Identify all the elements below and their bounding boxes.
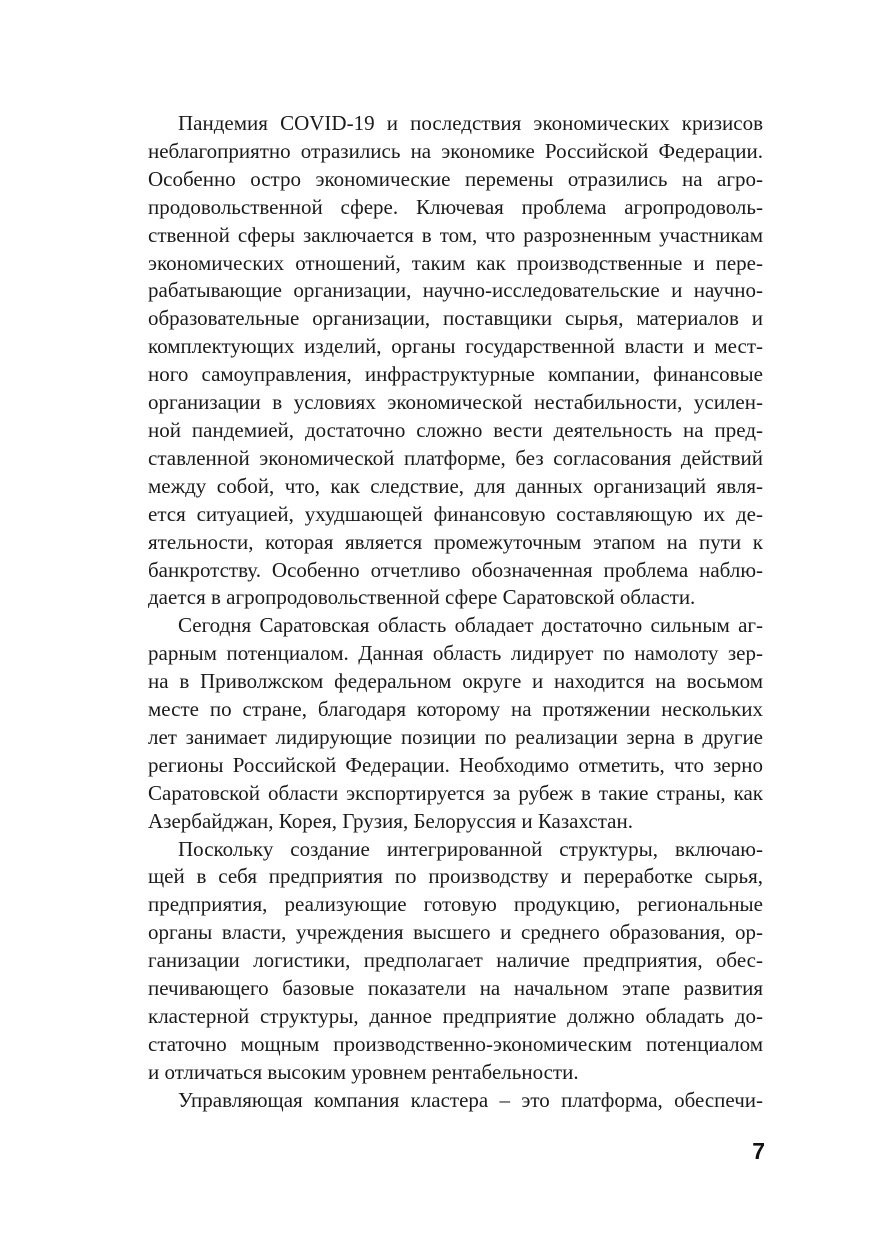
paragraph-3 (118, 836, 763, 1087)
body-text (118, 110, 763, 1115)
text-line: статочно мощным производственно-экономическим потенциалом (148, 1031, 763, 1056)
text-line: ной пандемией, достаточно сложно вести деятельность на пред- (148, 417, 763, 442)
text-line: Саратовской области экспортируется за рубеж в такие страны, как (148, 780, 763, 805)
text-line: Особенно остро экономические перемены отразились на агро- (148, 166, 763, 191)
text-line: Поскольку создание интегрированной структуры, включаю- (178, 836, 763, 861)
text-line: ганизации логистики, предполагает наличие предприятия, обес- (148, 948, 763, 973)
text-line: ного самоуправления, инфраструктурные компании, финансовые (148, 362, 763, 387)
text-line: лет занимает лидирующие позиции по реализации зерна в другие (148, 724, 763, 749)
text-line: органы власти, учреждения высшего и среднего образования, ор- (148, 920, 763, 945)
text-line: ятельности, которая является промежуточным этапом на пути к (148, 529, 763, 554)
text-line: ставленной экономической платформе, без согласования действий (148, 445, 763, 470)
text-line: Сегодня Саратовская область обладает достаточно сильным аг- (178, 613, 763, 638)
text-line: экономических отношений, таким как производственные и пере- (148, 250, 763, 275)
text-line: ственной сферы заключается в том, что разрозненным участникам (148, 222, 763, 247)
paragraph-4 (118, 1087, 763, 1115)
text-line: продовольственной сфере. Ключевая проблема агропродоволь- (148, 194, 763, 219)
text-line: Управляющая компания кластера – это платформа, обеспечи- (178, 1087, 763, 1112)
text-line: щей в себя предприятия по производству и переработке сырья, (148, 864, 763, 889)
text-line: рабатывающие организации, научно-исследовательские и научно- (148, 278, 763, 303)
text-line: кластерной структуры, данное предприятие должно обладать до- (148, 1004, 763, 1028)
text-line: ется ситуацией, ухудшающей финансовую составляющую их де- (148, 501, 763, 526)
text-line: Азербайджан, Корея, Грузия, Белоруссия и Казахстан. (148, 808, 633, 833)
text-line: организации в условиях экономической нестабильности, усилен- (148, 390, 763, 415)
text-line: между собой, что, как следствие, для данных организаций явля- (148, 473, 763, 498)
text-line: Пандемия COVID-19 и последствия экономических кризисов (178, 111, 763, 135)
text-line: дается в агропродовольственной сфере Саратовской области. (148, 585, 696, 610)
text-line: месте по стране, благодаря которому на протяжении нескольких (148, 697, 763, 722)
text-line: неблагоприятно отразились на экономике Российской Федерации. (148, 138, 763, 163)
text-line: предприятия, реализующие готовую продукцию, региональные (148, 892, 763, 917)
text-line: регионы Российской Федерации. Необходимо отметить, что зерно (148, 752, 763, 777)
paragraph-2 (118, 612, 763, 835)
text-line: рарным потенциалом. Данная область лидирует по намолоту зер- (148, 641, 763, 666)
text-line: печивающего базовые показатели на начальном этапе развития (148, 976, 763, 1001)
paragraph-1 (118, 110, 763, 612)
text-line: банкротству. Особенно отчетливо обозначенная проблема наблю- (148, 557, 763, 582)
text-line: комплектующих изделий, органы государственной власти и мест- (148, 334, 763, 359)
text-line: образовательные организации, поставщики сырья, материалов и (148, 306, 763, 331)
text-line: и отличаться высоким уровнем рентабельности. (148, 1059, 579, 1084)
page-number: 7 (752, 1138, 765, 1164)
text-line: на в Приволжском федеральном округе и находится на восьмом (148, 669, 763, 694)
